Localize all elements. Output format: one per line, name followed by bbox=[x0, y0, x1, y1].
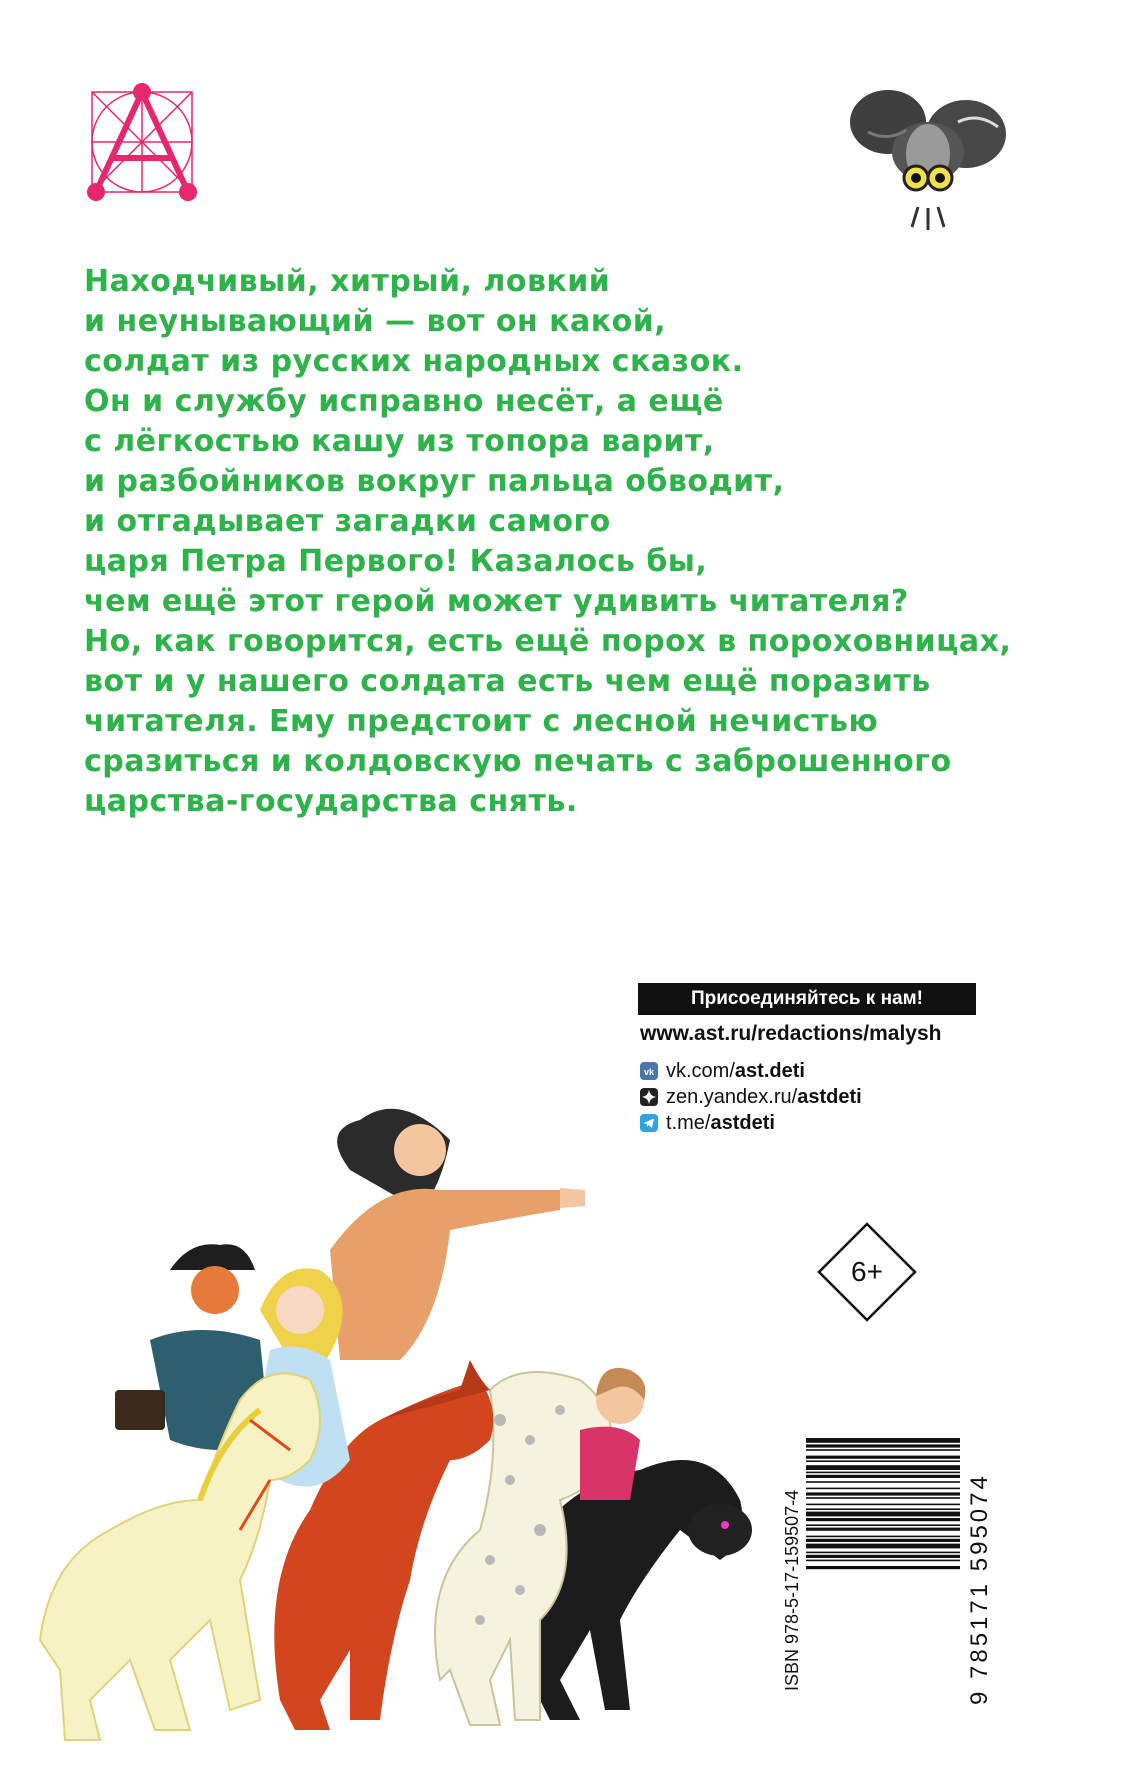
age-rating-label: 6+ bbox=[851, 1256, 883, 1287]
social-link-prefix: vk.com/ bbox=[666, 1059, 735, 1082]
social-link-prefix: zen.yandex.ru/ bbox=[666, 1085, 798, 1108]
book-description bbox=[84, 262, 1084, 822]
social-link-handle: ast.deti bbox=[734, 1059, 805, 1082]
fly-illustration bbox=[848, 82, 1008, 252]
publisher-website-link[interactable]: www.ast.ru/redactions/malysh bbox=[640, 1022, 942, 1045]
barcode bbox=[806, 1438, 960, 1688]
description-line: вот и у нашего солдата есть чем ещё поразить bbox=[84, 664, 931, 699]
description-line: читателя. Ему предстоит с лесной нечистью bbox=[84, 704, 879, 739]
description-line: чем ещё этот герой может удивить читателя? bbox=[84, 584, 909, 619]
description-line: с лёгкостью кашу из топора варит, bbox=[84, 424, 715, 459]
description-line: царства-государства снять. bbox=[84, 784, 578, 819]
isbn-number: ISBN 978-5-17-159507-4 bbox=[782, 1489, 802, 1691]
social-link-handle: astdeti bbox=[797, 1085, 862, 1108]
description-line: Но, как говорится, есть ещё порох в пороховницах, bbox=[84, 624, 1012, 659]
svg-text:vk: vk bbox=[643, 1067, 655, 1077]
barcode-digits: 9 785171 595074 bbox=[966, 1473, 993, 1705]
description-line: Находчивый, хитрый, ловкий bbox=[84, 264, 611, 299]
join-us-banner: Присоединяйтесь к нам! bbox=[638, 983, 976, 1015]
description-line: царя Петра Первого! Казалось бы, bbox=[84, 544, 708, 579]
riders-illustration bbox=[20, 1060, 800, 1750]
description-line: и отгадывает загадки самого bbox=[84, 504, 611, 539]
description-line: и неунывающий — вот он какой, bbox=[84, 304, 667, 339]
publisher-logo bbox=[86, 80, 198, 210]
description-line: и разбойников вокруг пальца обводит, bbox=[84, 464, 785, 499]
social-link-prefix: t.me/ bbox=[666, 1111, 711, 1134]
social-link-handle: astdeti bbox=[710, 1111, 775, 1134]
description-line: Он и службу исправно несёт, а ещё bbox=[84, 384, 724, 419]
description-line: солдат из русских народных сказок. bbox=[84, 344, 744, 379]
description-line: сразиться и колдовскую печать с заброшенного bbox=[84, 744, 952, 779]
